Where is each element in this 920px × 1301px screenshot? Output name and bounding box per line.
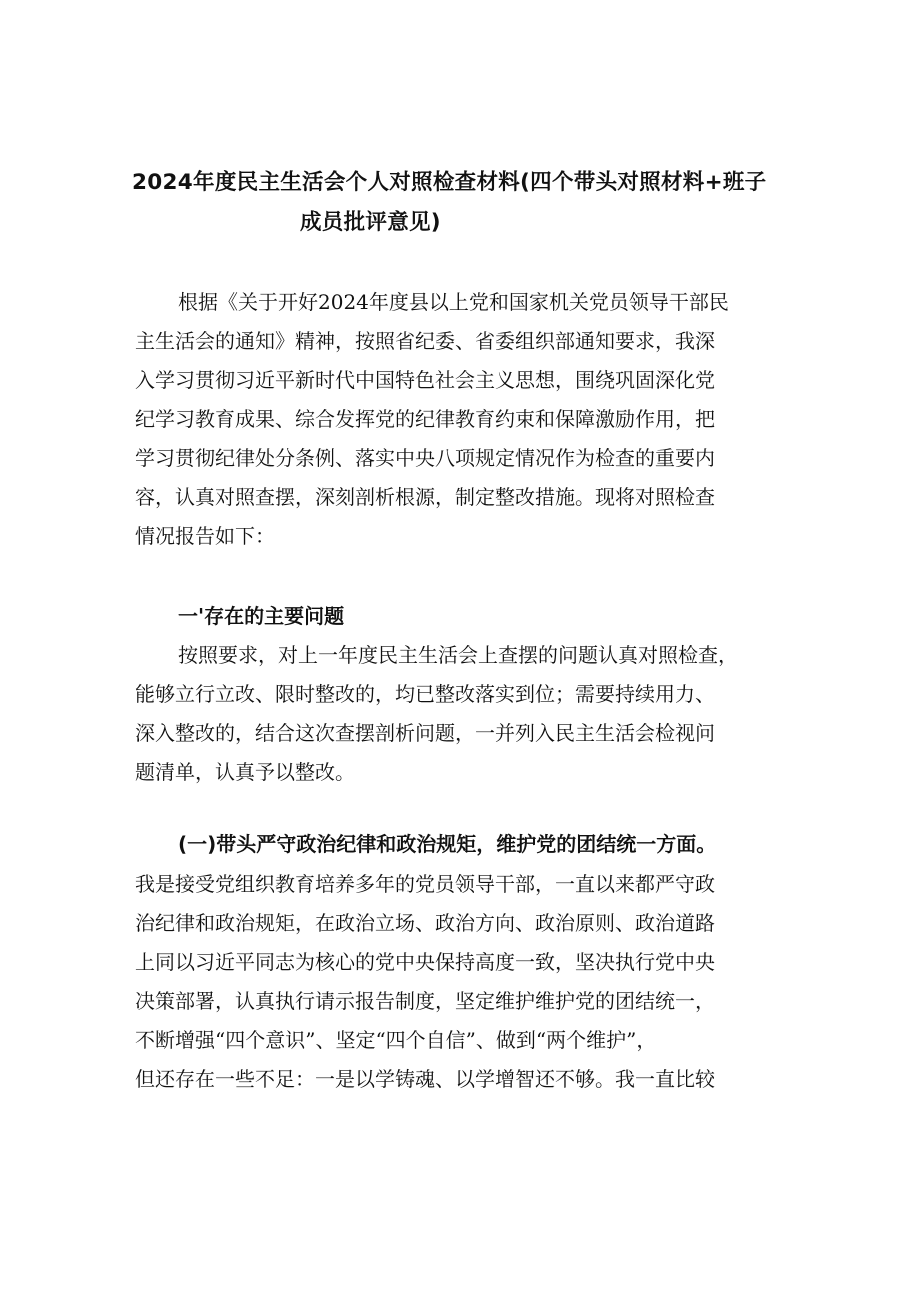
subsection-heading: (一)带头严守政治纪律和政治规矩，维护党的团结统一方面。 bbox=[178, 832, 717, 856]
paragraph-line: 情况报告如下： bbox=[135, 524, 275, 548]
document-title bbox=[132, 163, 812, 243]
paragraph-line: 能够立行立改、限时整改的，均已整改落实到位；需要持续用力、 bbox=[135, 682, 715, 706]
paragraph-line: 上同以习近平同志为核心的党中央保持高度一致，坚决执行党中央 bbox=[135, 950, 715, 974]
paragraph-line: 题清单，认真予以整改。 bbox=[135, 760, 355, 784]
paragraph-line: 入学习贯彻习近平新时代中国特色社会主义思想，围绕巩固深化党 bbox=[135, 368, 715, 392]
paragraph-line: 主生活会的通知》精神，按照省纪委、省委组织部通知要求，我深 bbox=[135, 329, 715, 353]
paragraph-line: 我是接受党组织教育培养多年的党员领导干部，一直以来都严守政 bbox=[135, 872, 715, 896]
title-line-2: 成员批评意见) bbox=[300, 210, 441, 235]
subsection-paragraph bbox=[135, 865, 800, 1099]
section-heading: 一'存在的主要问题 bbox=[178, 604, 345, 628]
paragraph-line: 决策部署，认真执行请示报告制度，坚定维护维护党的团结统一， bbox=[135, 989, 715, 1013]
intro-paragraph bbox=[135, 283, 800, 556]
paragraph-line: 按照要求，对上一年度民主生活会上查摆的问题认真对照检查， bbox=[178, 643, 738, 667]
paragraph-line: 容，认真对照查摆，深刻剖析根源，制定整改措施。现将对照检查 bbox=[135, 485, 715, 509]
paragraph-line: 但还存在一些不足：一是以学铸魂、以学增智还不够。我一直比较 bbox=[135, 1067, 715, 1091]
section-paragraph bbox=[135, 636, 800, 792]
paragraph-line: 纪学习教育成果、综合发挥党的纪律教育约束和保障激励作用，把 bbox=[135, 407, 715, 431]
paragraph-line: 治纪律和政治规矩，在政治立场、政治方向、政治原则、政治道路 bbox=[135, 911, 715, 935]
paragraph-line: 根据《关于开好2024年度县以上党和国家机关党员领导干部民 bbox=[178, 290, 729, 314]
title-line-1: 2024年度民主生活会个人对照检查材料(四个带头对照材料+班子 bbox=[132, 170, 767, 195]
paragraph-line: 深入整改的，结合这次查摆剖析问题，一并列入民主生活会检视问 bbox=[135, 721, 715, 745]
paragraph-line: 不断增强“四个意识”、坚定“四个自信”、做到“两个维护”， bbox=[135, 1028, 657, 1052]
paragraph-line: 学习贯彻纪律处分条例、落实中央八项规定情况作为检查的重要内 bbox=[135, 446, 715, 470]
